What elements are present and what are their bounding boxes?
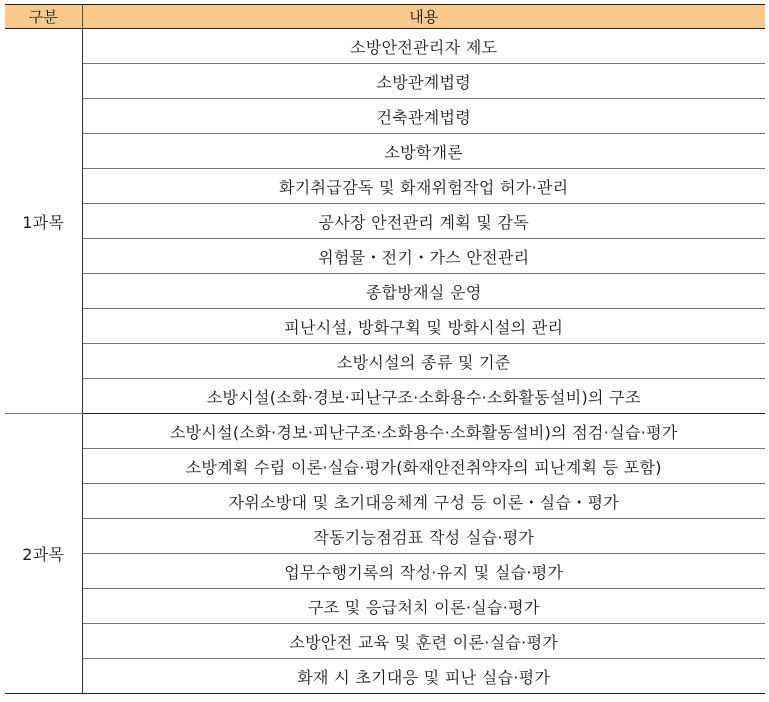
header-content: 내용: [82, 5, 765, 29]
syllabus-table: [5, 4, 765, 694]
table-cell: 소방시설의 종류 및 기준: [82, 344, 765, 379]
table-row: [5, 64, 765, 99]
table-row: [5, 379, 765, 414]
table-row: [5, 554, 765, 589]
table-row: [5, 239, 765, 274]
table-row: [5, 344, 765, 379]
table-row: [5, 274, 765, 309]
table-cell: 종합방재실 운영: [82, 274, 765, 309]
header-row: [5, 5, 765, 29]
table-row: [5, 449, 765, 484]
table-cell: 업무수행기록의 작성·유지 및 실습·평가: [82, 554, 765, 589]
table-row: [5, 624, 765, 659]
table-row: [5, 589, 765, 624]
table-cell: 소방학개론: [82, 134, 765, 169]
table-cell: 위험물・전기・가스 안전관리: [82, 239, 765, 274]
table-row: [5, 29, 765, 64]
table-cell: 소방계획 수립 이론·실습·평가(화재안전취약자의 피난계획 등 포함): [82, 449, 765, 484]
table-cell: 피난시설, 방화구획 및 방화시설의 관리: [82, 309, 765, 344]
header-category: 구분: [5, 5, 82, 29]
table-cell: 소방관계법령: [82, 64, 765, 99]
table-cell: 화기취급감독 및 화재위험작업 허가·관리: [82, 169, 765, 204]
table-cell: 구조 및 응급처치 이론·실습·평가: [82, 589, 765, 624]
group-label-2: 2과목: [5, 414, 82, 694]
group-label-1: 1과목: [5, 29, 82, 414]
table-row: [5, 169, 765, 204]
table-cell: 자위소방대 및 초기대응체계 구성 등 이론・실습・평가: [82, 484, 765, 519]
table-row: [5, 134, 765, 169]
table-cell: 소방시설(소화·경보·피난구조·소화용수·소화활동설비)의 점검·실습·평가: [82, 414, 765, 449]
table-cell: 화재 시 초기대응 및 피난 실습·평가: [82, 659, 765, 694]
table-row: [5, 519, 765, 554]
table-row: [5, 414, 765, 449]
table-cell: 공사장 안전관리 계획 및 감독: [82, 204, 765, 239]
table-cell: 건축관계법령: [82, 99, 765, 134]
table-cell: 소방안전관리자 제도: [82, 29, 765, 64]
table-row: [5, 204, 765, 239]
table-row: [5, 484, 765, 519]
table-cell: 소방시설(소화·경보·피난구조·소화용수·소화활동설비)의 구조: [82, 379, 765, 414]
table-cell: 소방안전 교육 및 훈련 이론·실습·평가: [82, 624, 765, 659]
table-cell: 작동기능점검표 작성 실습·평가: [82, 519, 765, 554]
table-row: [5, 99, 765, 134]
table-row: [5, 659, 765, 694]
table-row: [5, 309, 765, 344]
